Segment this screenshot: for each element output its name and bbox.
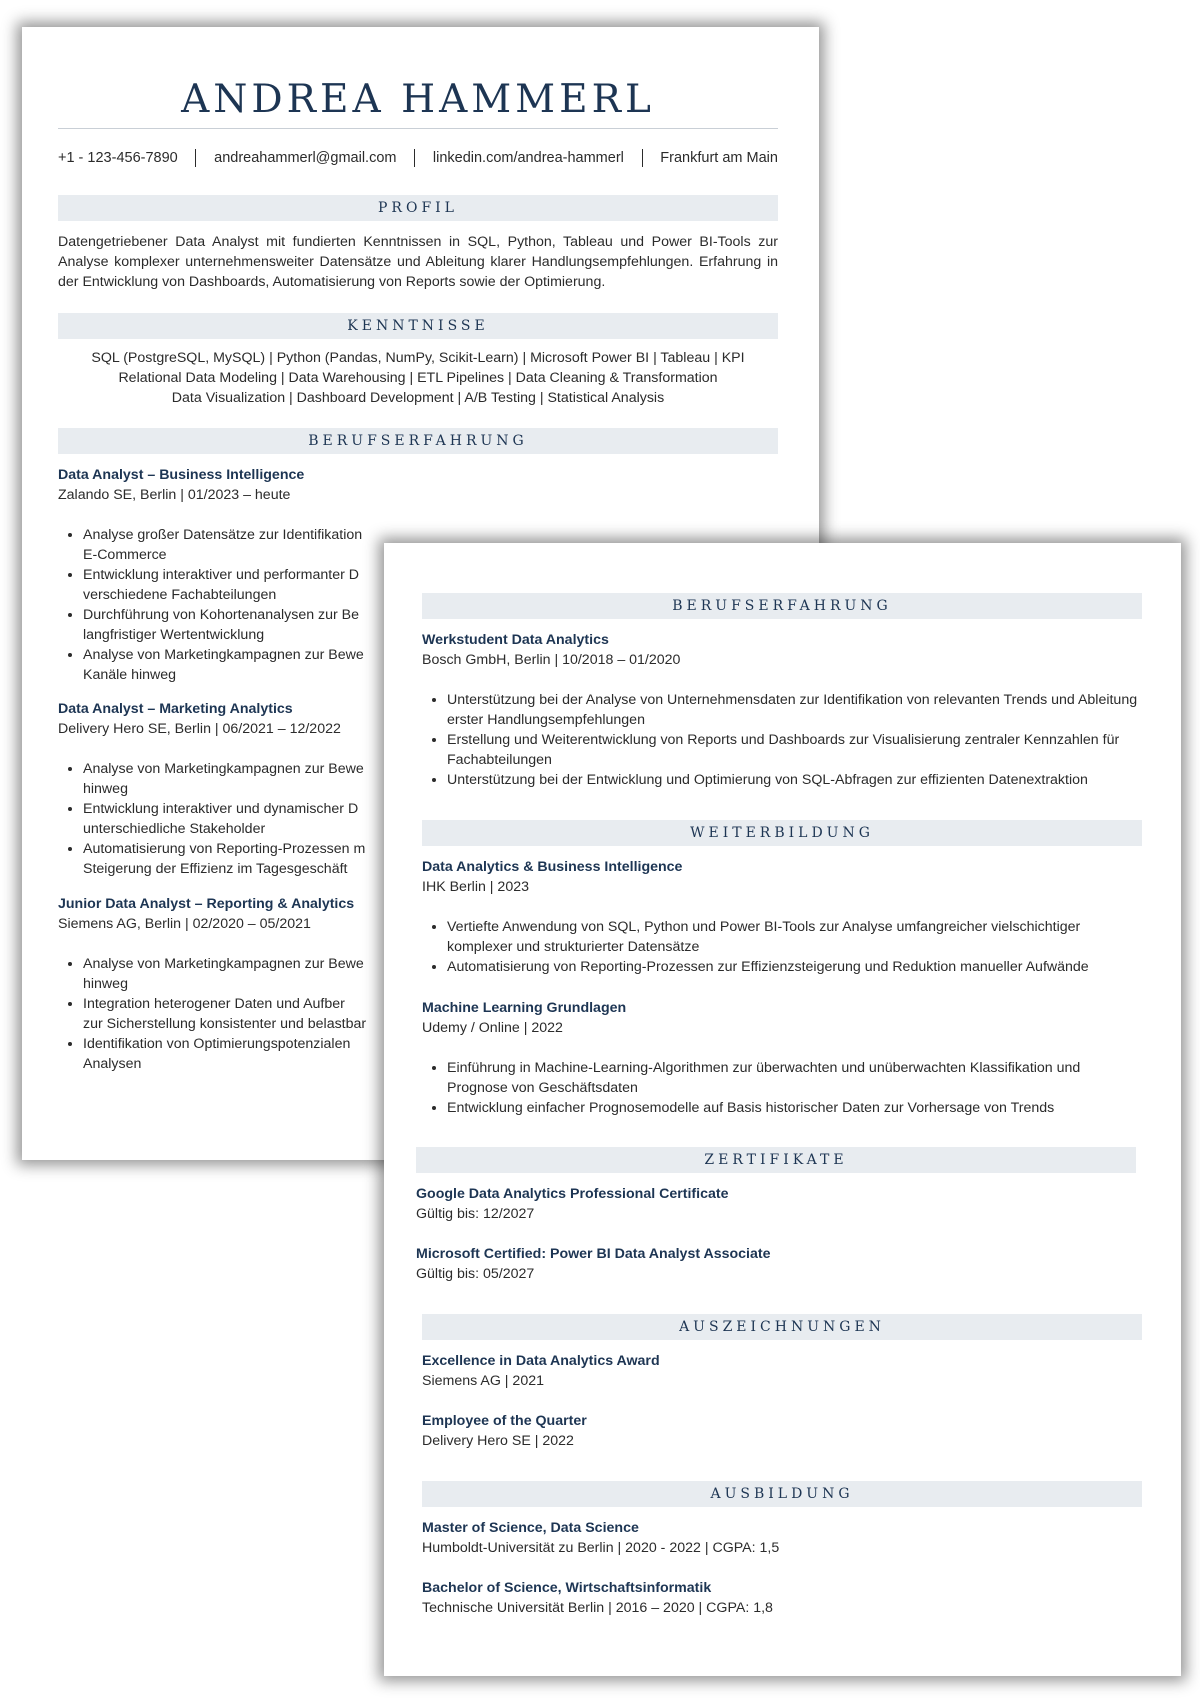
degree-institution: Humboldt-Universität zu Berlin | 2020 - 2022 | CGPA: 1,5 [422, 1540, 780, 1556]
job-bullet: • Erstellung und Weiterentwicklung von Reports und Dashboards zur Visualisierung zentraler Kennzahlen für Fachabteilungen [447, 730, 1142, 770]
job-bullet: • Integration heterogener Daten und Aufber zur Sicherstellung konsistenter und belastbar [83, 994, 778, 1034]
job-bullet: • Entwicklung interaktiver und performanter D verschiedene Fachabteilungen [83, 565, 778, 605]
title-divider [58, 128, 778, 129]
section-heading-education: AUSBILDUNG [422, 1481, 1142, 1507]
job-bullet: • Durchführung von Kohortenanalysen zur Be langfristiger Wertentwicklung [83, 605, 778, 645]
certificate-title: Google Data Analytics Professional Certificate [416, 1186, 729, 1202]
section-heading-skills: KENNTNISSE [58, 313, 778, 339]
contact-linkedin: linkedin.com/andrea-hammerl [432, 150, 624, 166]
award-entry [422, 1351, 1142, 1391]
education-entry [422, 1518, 1142, 1558]
training-provider-year: Udemy / Online | 2022 [422, 1020, 563, 1036]
certificate-validity: Gültig bis: 12/2027 [416, 1206, 535, 1222]
skills-line: Relational Data Modeling | Data Warehousing | ETL Pipelines | Data Cleaning & Transformation [118, 370, 718, 386]
candidate-name: ANDREA HAMMERL [181, 77, 655, 122]
job-bullet: • Analyse von Marketingkampagnen zur Bewe hinweg [83, 954, 778, 994]
job-title: Junior Data Analyst – Reporting & Analytics [58, 896, 355, 912]
skills-line: Data Visualization | Dashboard Development | A/B Testing | Statistical Analysis [171, 390, 665, 406]
section-heading-training: WEITERBILDUNG [422, 820, 1142, 846]
job-bullet: • Unterstützung bei der Analyse von Unternehmensdaten zur Identifikation von relevanten Trends und Ableitung erster Handlungsempfehlungen [447, 690, 1142, 730]
section-heading-profile: PROFIL [58, 195, 778, 221]
job-title: Data Analyst – Marketing Analytics [58, 701, 293, 717]
job-bullet: • Analyse von Marketingkampagnen zur Bewe Kanäle hinweg [83, 645, 778, 685]
contact-phone: +1 - 123-456-7890 [58, 150, 178, 166]
degree-institution: Technische Universität Berlin | 2016 – 2020 | CGPA: 1,8 [422, 1600, 773, 1616]
job-company-dates: Zalando SE, Berlin | 01/2023 – heute [58, 487, 291, 503]
training-provider-year: IHK Berlin | 2023 [422, 879, 529, 895]
certificate-validity: Gültig bis: 05/2027 [416, 1266, 535, 1282]
training-bullets [422, 1058, 1142, 1118]
degree-title: Master of Science, Data Science [422, 1520, 639, 1536]
training-bullets [422, 917, 1142, 977]
profile-text: Datengetriebener Data Analyst mit fundierten Kenntnissen in SQL, Python, Tableau und Power BI-Tools zur Analyse komplexer unternehmensweiter Datensätze und Ableitung klarer Handlungsempfehlungen. Erfahrung in der Entwicklung von Dashboards, Automatisierung von Reports sowie der Optimierung. [58, 234, 778, 290]
contact-location: Frankfurt am Main [660, 150, 778, 166]
award-entry [422, 1411, 1142, 1451]
training-entry [422, 998, 1142, 1118]
job-company-dates: Bosch GmbH, Berlin | 10/2018 – 01/2020 [422, 652, 681, 668]
job-bullet: • Automatisierung von Reporting-Prozessen m Steigerung der Effizienz im Tagesgeschäft [83, 839, 778, 879]
job-title: Werkstudent Data Analytics [422, 632, 609, 648]
training-title: Machine Learning Grundlagen [422, 1000, 627, 1016]
section-heading-certificates: ZERTIFIKATE [416, 1147, 1136, 1173]
job-bullets [422, 690, 1142, 790]
job-title: Data Analyst – Business Intelligence [58, 467, 305, 483]
certificate-entry [416, 1184, 1136, 1224]
award-title: Employee of the Quarter [422, 1413, 587, 1429]
job-bullet: • Analyse großer Datensätze zur Identifikation E-Commerce [83, 525, 778, 565]
degree-title: Bachelor of Science, Wirtschaftsinformatik [422, 1580, 712, 1596]
job-bullet: • Entwicklung interaktiver und dynamischer D unterschiedliche Stakeholder [83, 799, 778, 839]
job-bullet: • Identifikation von Optimierungspotenzialen Analysen [83, 1034, 778, 1074]
section-heading-experience: BERUFSERFAHRUNG [422, 593, 1142, 619]
contact-separator [642, 149, 643, 167]
certificate-entry [416, 1244, 1136, 1284]
award-title: Excellence in Data Analytics Award [422, 1353, 660, 1369]
section-heading-awards: AUSZEICHNUNGEN [422, 1314, 1142, 1340]
section-heading-experience: BERUFSERFAHRUNG [58, 428, 778, 454]
resume-page-2 [384, 543, 1181, 1676]
skills-line: SQL (PostgreSQL, MySQL) | Python (Pandas, NumPy, Scikit-Learn) | Microsoft Power BI | Tableau | KPI [91, 350, 745, 366]
training-entry [422, 857, 1142, 977]
training-title: Data Analytics & Business Intelligence [422, 859, 683, 875]
job-bullet: • Analyse von Marketingkampagnen zur Bewe hinweg [83, 759, 778, 799]
job-company-dates: Siemens AG, Berlin | 02/2020 – 05/2021 [58, 916, 311, 932]
contact-separator [195, 149, 196, 167]
job-entry [422, 630, 1142, 790]
award-issuer-year: Siemens AG | 2021 [422, 1373, 544, 1389]
award-issuer-year: Delivery Hero SE | 2022 [422, 1433, 574, 1449]
contact-email: andreahammerl@gmail.com [214, 150, 397, 166]
contact-line [58, 149, 778, 167]
education-entry [422, 1578, 1142, 1618]
training-bullet: • Entwicklung einfacher Prognosemodelle auf Basis historischer Daten zur Vorhersage von Trends [447, 1098, 1142, 1118]
training-bullet: • Vertiefte Anwendung von SQL, Python und Power BI-Tools zur Analyse umfangreicher vielschichtiger komplexer und strukturierter Datensätze [447, 917, 1142, 957]
contact-separator [414, 149, 415, 167]
job-company-dates: Delivery Hero SE, Berlin | 06/2021 – 12/2022 [58, 721, 341, 737]
training-bullet: • Einführung in Machine-Learning-Algorithmen zur überwachten und unüberwachten Klassifikation und Prognose von Geschäftsdaten [447, 1058, 1142, 1098]
job-bullet: • Unterstützung bei der Entwicklung und Optimierung von SQL-Abfragen zur effizienten Datenextraktion [447, 770, 1142, 790]
certificate-title: Microsoft Certified: Power BI Data Analyst Associate [416, 1246, 771, 1262]
skills-list [58, 348, 778, 408]
training-bullet: • Automatisierung von Reporting-Prozessen zur Effizienzsteigerung und Reduktion manueller Aufwände [447, 957, 1142, 977]
